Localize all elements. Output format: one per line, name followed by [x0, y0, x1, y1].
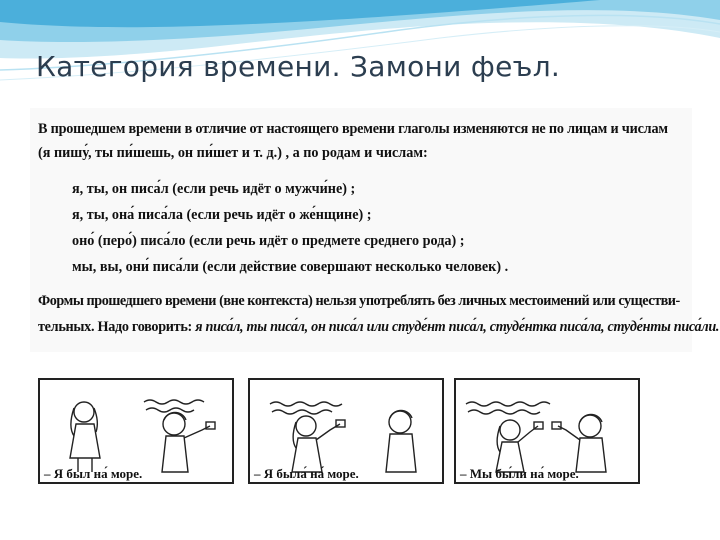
rule-examples: я писа́л, ты писа́л, он писа́л или студе́нт писа́л, студе́нтка писа́ла, студе́нты писа́ли.: [195, 319, 720, 335]
caption-girl: – Я была́ на́ море.: [254, 466, 359, 481]
paragraph-intro: В прошедшем времени в отличие от настоящего времени глаголы изменяются не по лицам и числам: [38, 121, 668, 137]
example-neuter: оно́ (перо́) писа́ло (если речь идёт о предмете среднего рода) ;: [72, 233, 465, 249]
grammar-text-block: [30, 108, 720, 352]
paragraph-rule-continued: [38, 318, 719, 336]
example-masculine: я, ты, он писа́л (если речь идёт о мужчи́не) ;: [72, 181, 356, 197]
example-feminine: я, ты, она́ писа́ла (если речь идёт о же́нщине) ;: [72, 207, 372, 223]
caption-we: – Мы бы́ли на́ море.: [460, 466, 579, 481]
paragraph-rule: Формы прошедшего времени (вне контекста) нельзя употреблять без личных местоимений или существи-: [38, 293, 680, 309]
example-plural: мы, вы, они́ писа́ли (если действие совершают несколько человек) .: [72, 259, 509, 275]
rule-lead: тельных. Надо говорить:: [38, 319, 196, 335]
caption-boy: – Я был на́ море.: [44, 466, 143, 481]
paragraph-intro-examples: (я пишу́, ты пи́шешь, он пи́шет и т. д.) , а по родам и числам:: [38, 145, 428, 161]
slide-title: Категория времени. Замони феъл.: [36, 50, 561, 83]
